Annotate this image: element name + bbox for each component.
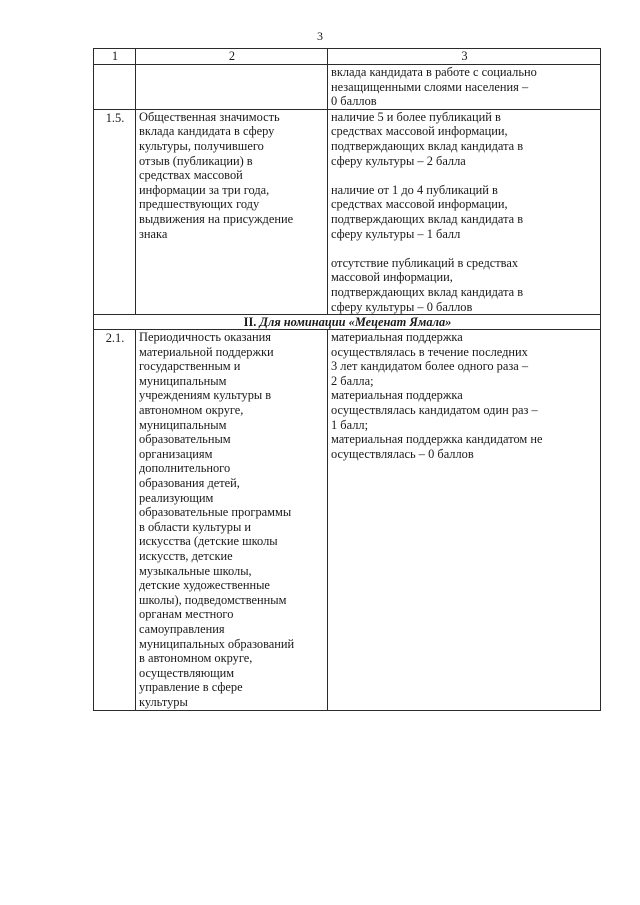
text-line: детские художественные [139, 578, 270, 593]
row-number: 2.1. [105, 331, 125, 346]
text-line: автономном округе, [139, 403, 244, 418]
score-paragraph [331, 183, 598, 241]
text-line: отзыв (публикации) в [139, 153, 253, 168]
text-line: знака [139, 226, 168, 241]
continuation-score-cell [328, 65, 601, 110]
continuation-criterion-cell [136, 65, 328, 110]
text-line: 2 балла; [331, 373, 374, 388]
column-header-1: 1 [94, 49, 136, 65]
text-line: музыкальные школы, [139, 563, 252, 578]
text-line: 1 балл; [331, 417, 369, 432]
section-number: II. [243, 315, 257, 330]
text-line: материальная поддержка [331, 330, 463, 345]
text-line: сферу культуры – 0 баллов [331, 299, 473, 314]
text-line: осуществлялась кандидатом один раз – [331, 403, 538, 418]
text-line: вклада кандидата в работе с социально [331, 65, 537, 79]
criterion-cell [136, 330, 328, 710]
score-paragraph [331, 256, 598, 314]
text-line: культуры [139, 694, 188, 709]
text-line: незащищенными слоями населения – [331, 79, 529, 94]
continuation-row [94, 65, 601, 110]
text-line: муниципальным [139, 417, 227, 432]
table-header-row [94, 49, 601, 65]
text-line: реализующим [139, 490, 214, 505]
text-line: подтверждающих вклад кандидата в [331, 138, 524, 153]
text-line: искусств, детские [139, 549, 233, 563]
text-line: муниципальным [139, 373, 227, 388]
section-heading [94, 315, 601, 330]
text-line: предшествующих году [139, 197, 260, 212]
text-line: 0 баллов [331, 94, 377, 109]
page-number: 3 [317, 29, 323, 43]
text-line: 3 лет кандидатом более одного раза – [331, 359, 529, 374]
text-line: муниципальных образований [139, 636, 295, 651]
text-line: наличие 5 и более публикаций в [331, 109, 501, 124]
text-line: осуществлялась в течение последних [331, 344, 528, 359]
text-line: осуществляющим [139, 665, 235, 680]
criterion-row-1-5 [94, 109, 601, 314]
text-line: культуры, получившего [139, 138, 264, 153]
text-line: управление в сфере [139, 680, 243, 695]
text-line: средствах массовой информации, [331, 124, 508, 139]
criterion-cell [136, 109, 328, 314]
criteria-table [93, 48, 601, 711]
text-line: образовательные программы [139, 505, 292, 520]
score-cell [328, 330, 601, 710]
text-line: подтверждающих вклад кандидата в [331, 284, 524, 299]
text-line: средствах массовой информации, [331, 197, 508, 212]
row-number: 1.5. [105, 110, 125, 125]
row-number-cell [94, 330, 136, 710]
text-line: наличие от 1 до 4 публикаций в [331, 182, 498, 197]
text-line: подтверждающих вклад кандидата в [331, 211, 524, 226]
text-line: средствах массовой [139, 168, 243, 183]
text-line: выдвижения на присуждение [139, 211, 294, 226]
score-paragraph [331, 110, 598, 168]
text-line: информации за три года, [139, 182, 270, 197]
text-line: материальная поддержка кандидатом не [331, 432, 543, 447]
text-line: органам местного [139, 607, 234, 622]
text-line: образовательным [139, 432, 231, 447]
text-line: в автономном округе, [139, 651, 253, 666]
text-line: учреждениям культуры в [139, 388, 272, 403]
text-line: осуществлялась – 0 баллов [331, 446, 474, 461]
continuation-number-cell [94, 65, 136, 110]
text-line: в области культуры и [139, 519, 252, 534]
text-line: сферу культуры – 2 балла [331, 153, 466, 168]
section-heading-row [94, 315, 601, 330]
section-title: Для номинации «Меценат Ямала» [259, 315, 452, 330]
text-line: дополнительного [139, 461, 231, 476]
text-line: самоуправления [139, 621, 225, 636]
text-line: образования детей, [139, 476, 240, 491]
text-line: сферу культуры – 1 балл [331, 226, 461, 241]
column-header-3: 3 [328, 49, 601, 65]
text-line: искусства (детские школы [139, 534, 278, 549]
column-header-2: 2 [136, 49, 328, 65]
text-line: массовой информации, [331, 270, 453, 285]
text-line: Общественная значимость [139, 109, 280, 124]
text-line: Периодичность оказания [139, 330, 271, 345]
text-line: вклада кандидата в сферу [139, 124, 275, 139]
text-line: материальная поддержка [331, 388, 463, 403]
score-cell [328, 109, 601, 314]
text-line: школы), подведомственным [139, 592, 287, 607]
criterion-row-2-1 [94, 330, 601, 710]
text-line: государственным и [139, 359, 241, 374]
text-line: материальной поддержки [139, 344, 274, 359]
text-line: отсутствие публикаций в средствах [331, 255, 519, 270]
row-number-cell [94, 109, 136, 314]
text-line: организациям [139, 446, 213, 461]
